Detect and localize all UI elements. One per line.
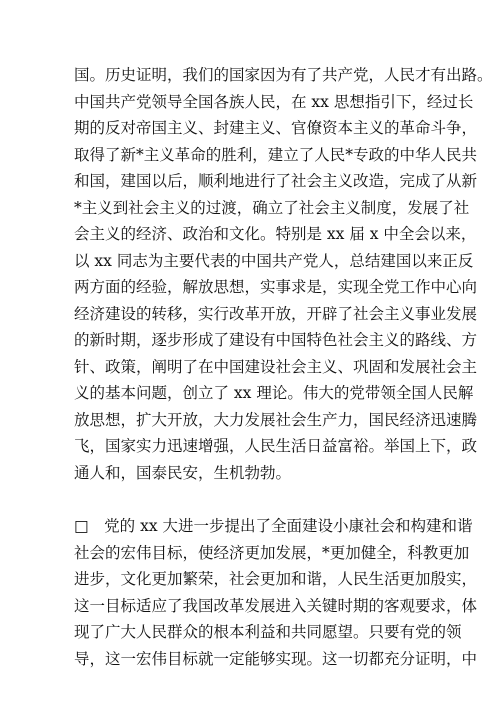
- paragraph-1: [74, 62, 493, 486]
- text-line: 的新时期，逐步形成了建设有中国特色社会主义的路线、方: [74, 331, 478, 349]
- text-line: 进步，文化更加繁荣，社会更加和谐，人民生活更加殷实，: [74, 570, 478, 588]
- text-line: 经济建设的转移，实行改革开放，开辟了社会主义事业发展: [74, 304, 478, 323]
- text-line: 导，这一宏伟目标就一定能够实现。这一切都充分证明，中: [74, 649, 478, 668]
- paragraph-gap: [74, 486, 434, 513]
- text-line: 现了广大人民群众的根本利益和共同愿望。只要有党的领: [74, 623, 462, 641]
- text-line: 取得了新*主义革命的胜利，建立了人民*专政的中华人民共: [74, 145, 478, 164]
- text-line: 两方面的经验，解放思想，实事求是，实现全党工作中心向: [74, 278, 478, 296]
- text-line: 通人和，国泰民安，生机勃勃。: [74, 463, 292, 482]
- text-line: 和国，建国以后，顺利地进行了社会主义改造，完成了从新: [74, 172, 478, 190]
- text-line: *主义到社会主义的过渡，确立了社会主义制度，发展了社: [74, 198, 470, 217]
- text-line: 期的反对帝国主义、封建主义、官僚资本主义的革命斗争，: [74, 119, 478, 137]
- text-line: 义的基本问题，创立了 xx 理论。伟大的党带领全国人民解: [74, 384, 474, 402]
- text-line: 会主义的经济、政治和文化。特别是 xx 届 x 中全会以来，: [74, 225, 477, 243]
- text-line: 这一目标适应了我国改革发展进入关键时期的客观要求，体: [74, 596, 478, 615]
- text-line: 以 xx 同志为主要代表的中国共产党人，总结建国以来正反: [74, 251, 474, 270]
- text-line: 针、政策，阐明了在中国建设社会主义、巩固和发展社会主: [74, 357, 478, 376]
- paragraph-2: [74, 513, 478, 672]
- text-line: □ 党的 xx 大进一步提出了全面建设小康社会和构建和谐: [74, 517, 473, 535]
- text-line: 飞，国家实力迅速增强，人民生活日益富裕。举国上下，政: [74, 437, 478, 455]
- text-line: 放思想，扩大开放，大力发展社会生产力，国民经济迅速腾: [74, 410, 478, 429]
- document-page: [74, 62, 493, 672]
- text-line: 中国共产党领导全国各族人民，在 xx 思想指引下，经过长: [74, 92, 474, 111]
- text-line: 社会的宏伟目标，使经济更加发展，*更加健全，科教更加: [74, 543, 470, 562]
- text-line: 国。历史证明，我们的国家因为有了共产党，人民才有出路。: [74, 66, 493, 84]
